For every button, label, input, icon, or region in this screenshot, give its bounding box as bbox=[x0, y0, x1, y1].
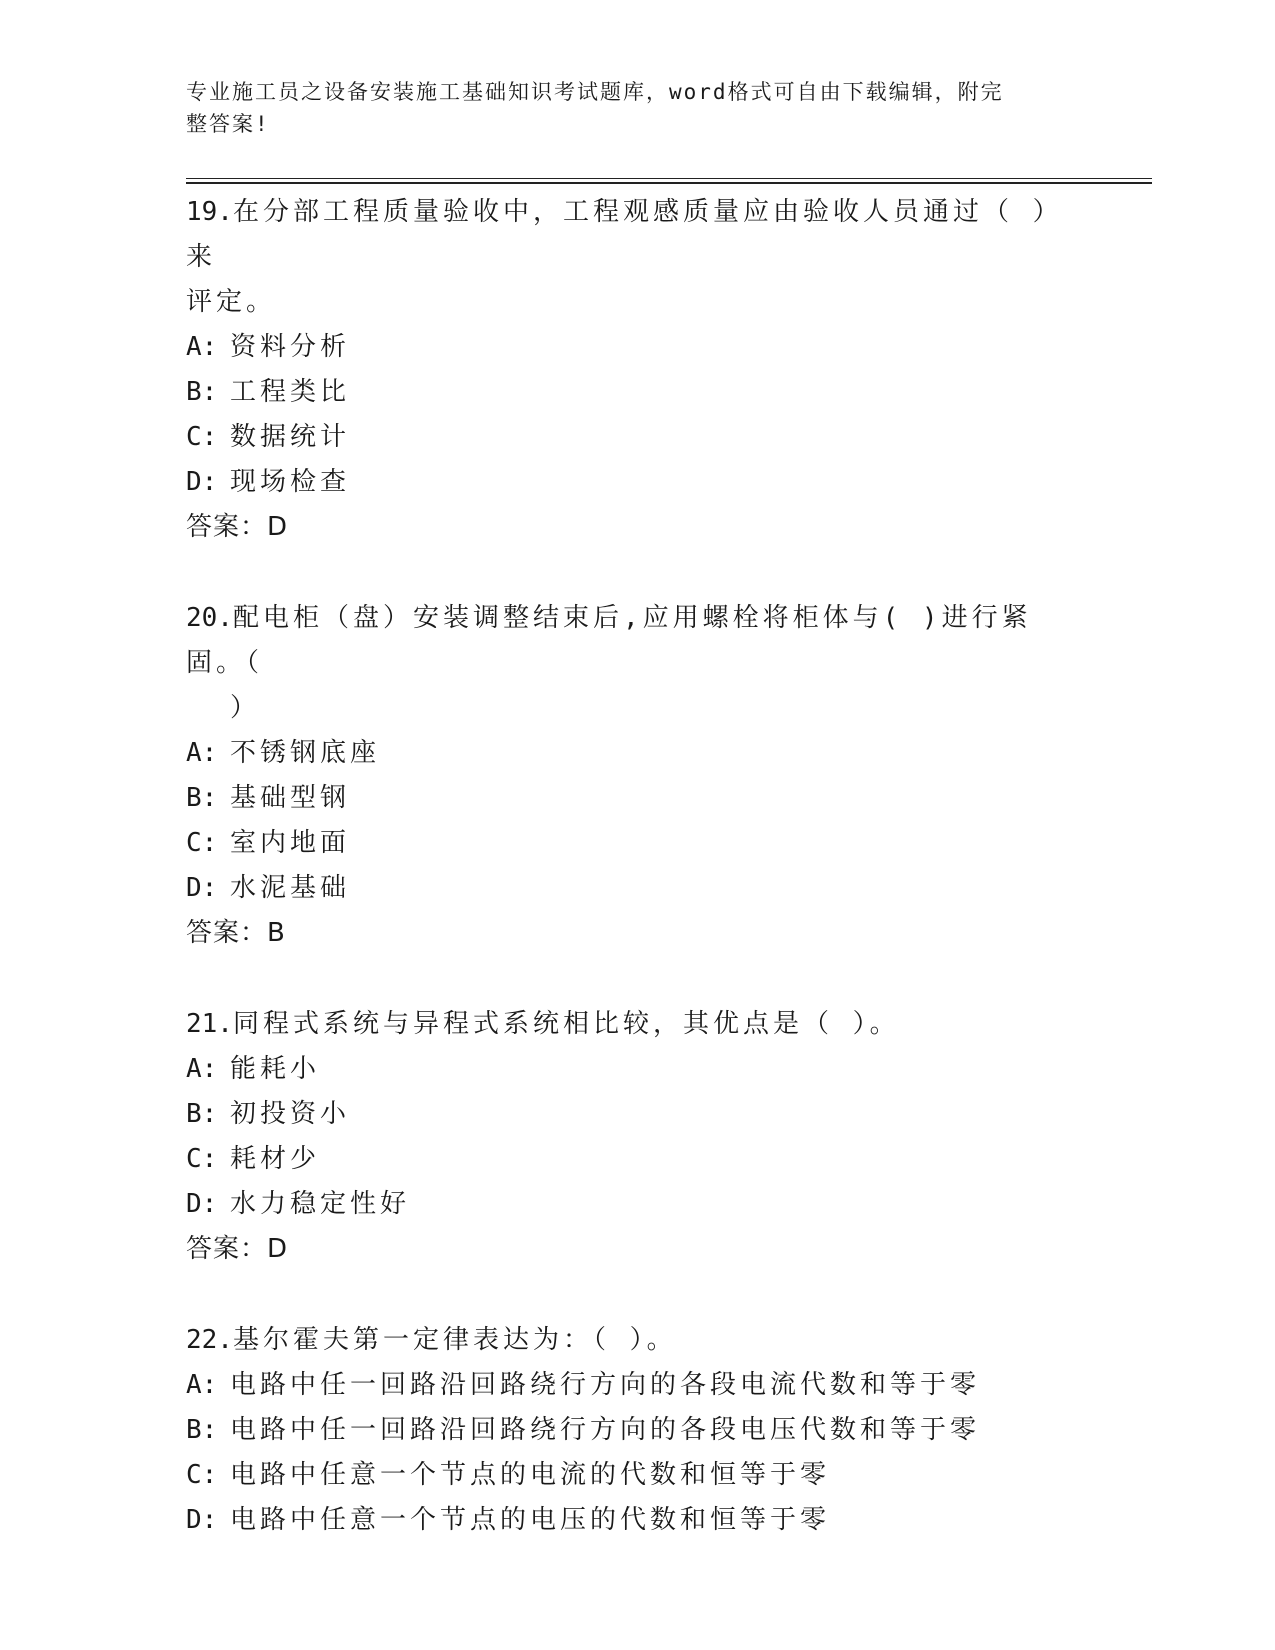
question-stem bbox=[186, 1002, 1066, 1047]
option-key: A: bbox=[186, 1054, 218, 1084]
option-text: 资料分析 bbox=[230, 332, 351, 362]
question-20 bbox=[186, 596, 1086, 956]
question-text-line-1: 同程式系统与异程式系统相比较，其优点是（ ）。 bbox=[232, 1009, 900, 1039]
option-text: 电路中任意一个节点的电压的代数和恒等于零 bbox=[230, 1505, 831, 1535]
option-text: 现场检查 bbox=[230, 467, 351, 497]
option-a bbox=[186, 731, 1086, 776]
option-b bbox=[186, 776, 1086, 821]
option-text: 水泥基础 bbox=[230, 873, 351, 903]
option-text: 耗材少 bbox=[230, 1144, 321, 1174]
option-c bbox=[186, 1137, 1086, 1182]
question-stem bbox=[186, 190, 1066, 325]
option-key: A: bbox=[186, 738, 218, 768]
option-text: 电路中任意一个节点的电流的代数和恒等于零 bbox=[230, 1460, 831, 1490]
option-key: B: bbox=[186, 1099, 218, 1129]
question-stem bbox=[186, 1318, 1066, 1363]
option-text: 初投资小 bbox=[230, 1099, 351, 1129]
option-key: C: bbox=[186, 1144, 218, 1174]
option-key: D: bbox=[186, 873, 218, 903]
option-a bbox=[186, 1363, 1086, 1408]
header-line-1: 专业施工员之设备安装施工基础知识考试题库，word格式可自由下载编辑，附完 bbox=[186, 80, 1004, 104]
question-22 bbox=[186, 1318, 1086, 1543]
answer-label: 答案：B bbox=[186, 918, 286, 948]
option-key: D: bbox=[186, 1189, 218, 1219]
header-line-2: 整答案! bbox=[186, 112, 270, 136]
header-divider-thin bbox=[186, 178, 1152, 179]
option-b bbox=[186, 370, 1086, 415]
question-number: 19. bbox=[186, 197, 233, 227]
question-text-line-1: 基尔霍夫第一定律表达为：（ ）。 bbox=[232, 1325, 677, 1355]
option-a bbox=[186, 325, 1086, 370]
option-d bbox=[186, 866, 1086, 911]
question-text-line-2: ） bbox=[230, 693, 261, 723]
option-key: C: bbox=[186, 828, 218, 858]
option-text: 数据统计 bbox=[230, 422, 351, 452]
option-text: 工程类比 bbox=[230, 377, 351, 407]
option-d bbox=[186, 1498, 1086, 1543]
option-key: C: bbox=[186, 1460, 218, 1490]
question-text-line-2: 评定。 bbox=[186, 287, 277, 317]
option-text: 基础型钢 bbox=[230, 783, 351, 813]
question-number: 20. bbox=[186, 603, 233, 633]
question-number: 22. bbox=[186, 1325, 233, 1355]
option-key: D: bbox=[186, 1505, 218, 1535]
option-a bbox=[186, 1047, 1086, 1092]
option-b bbox=[186, 1408, 1086, 1453]
option-key: D: bbox=[186, 467, 218, 497]
question-list bbox=[186, 190, 1086, 1589]
question-21 bbox=[186, 1002, 1086, 1272]
question-number: 21. bbox=[186, 1009, 233, 1039]
question-19 bbox=[186, 190, 1086, 550]
question-text-line-1: 在分部工程质量验收中，工程观感质量应由验收人员通过（ ）来 bbox=[186, 197, 1063, 272]
option-key: B: bbox=[186, 1415, 218, 1445]
option-text: 室内地面 bbox=[230, 828, 351, 858]
option-key: B: bbox=[186, 377, 218, 407]
option-key: A: bbox=[186, 1370, 218, 1400]
question-text-line-1: 配电柜（盘）安装调整结束后,应用螺栓将柜体与( )进行紧固。（ bbox=[186, 603, 1032, 678]
answer-label: 答案：D bbox=[186, 512, 289, 542]
option-d bbox=[186, 1182, 1086, 1227]
option-c bbox=[186, 415, 1086, 460]
document-header bbox=[186, 76, 1066, 140]
answer-label: 答案：D bbox=[186, 1234, 289, 1264]
option-text: 电路中任一回路沿回路绕行方向的各段电流代数和等于零 bbox=[230, 1370, 981, 1400]
question-stem bbox=[186, 596, 1066, 731]
header-divider-thick bbox=[186, 182, 1152, 184]
option-d bbox=[186, 460, 1086, 505]
option-text: 不锈钢底座 bbox=[230, 738, 381, 768]
option-key: A: bbox=[186, 332, 218, 362]
option-text: 电路中任一回路沿回路绕行方向的各段电压代数和等于零 bbox=[230, 1415, 981, 1445]
option-text: 能耗小 bbox=[230, 1054, 321, 1084]
option-c bbox=[186, 821, 1086, 866]
option-c bbox=[186, 1453, 1086, 1498]
option-key: B: bbox=[186, 783, 218, 813]
option-key: C: bbox=[186, 422, 218, 452]
option-b bbox=[186, 1092, 1086, 1137]
option-text: 水力稳定性好 bbox=[230, 1189, 411, 1219]
